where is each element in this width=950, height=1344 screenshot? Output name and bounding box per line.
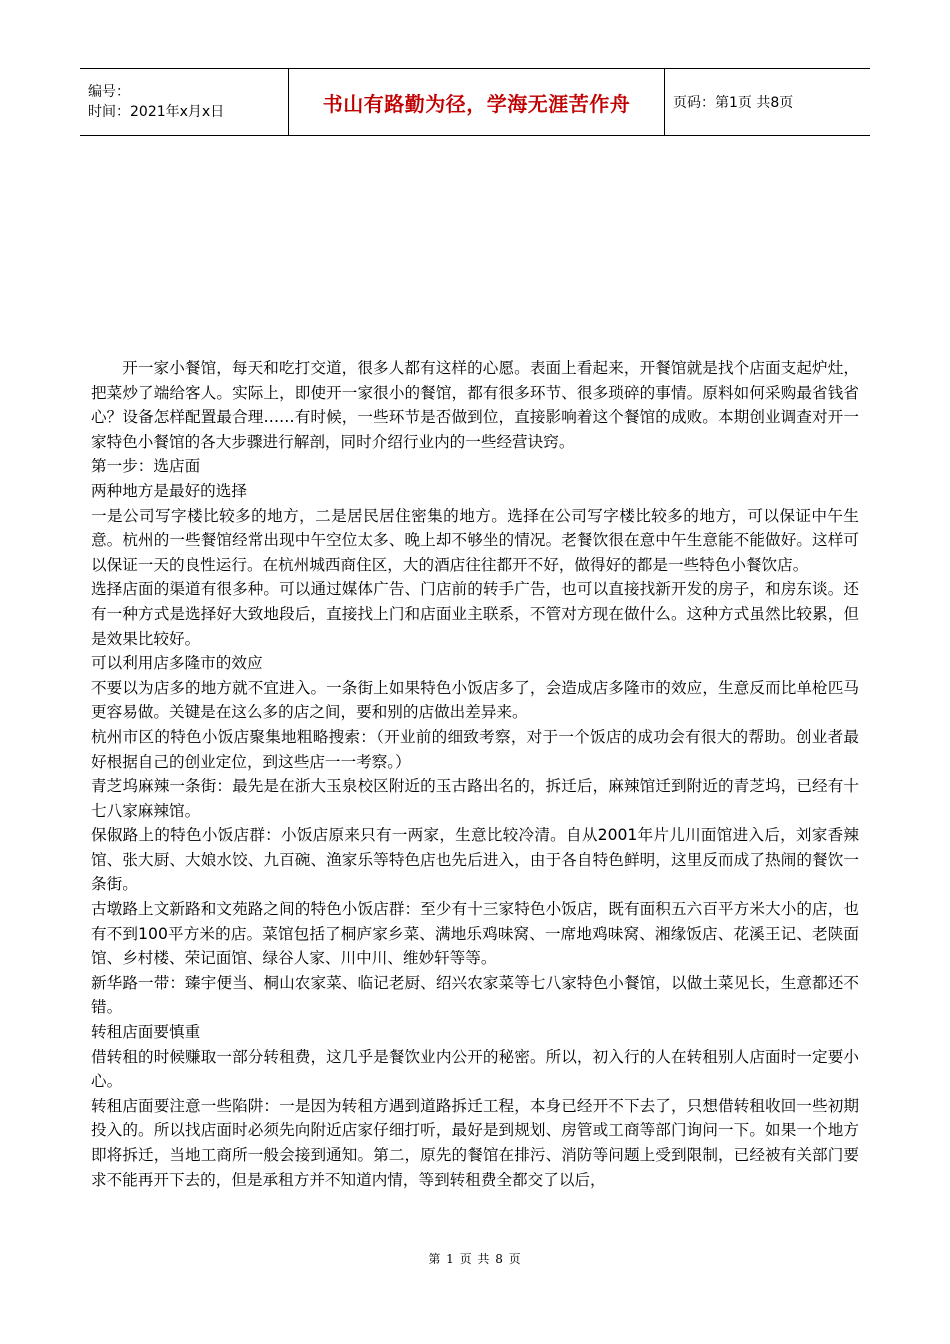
subheading: 两种地方是最好的选择 [91, 481, 247, 500]
page-footer: 第 1 页 共 8 页 [428, 1252, 522, 1266]
paragraph: 古墩路上文新路和文苑路之间的特色小饭店群：至少有十三家特色小饭店，既有面积五六百平方米大小的店，也有不到100平方米的店。菜馆包括了桐庐家乡菜、满地乐鸡味窝、一席地鸡味窝、湘缘饭店、花溪王记、老陕面馆、乡村楼、荣记面馆、绿谷人家、川中川、维妙轩等等。 [91, 900, 859, 968]
number-label: 编号： [88, 84, 130, 100]
paragraph: 青芝坞麻辣一条街：最先是在浙大玉泉校区附近的玉古路出名的，拆迁后，麻辣馆迁到附近的青芝坞，已经有十七八家麻辣馆。 [91, 777, 859, 820]
paragraph: 借转租的时候赚取一部分转租费，这几乎是餐饮业内公开的秘密。所以，初入行的人在转租别人店面时一定要小心。 [91, 1047, 859, 1091]
paragraph: 转租店面要注意一些陷阱：一是因为转租方遇到道路拆迁工程，本身已经开不下去了，只想借转租收回一些初期投入的。所以找店面时必须先向附近店家仔细打听，最好是到规划、房管或工商等部门询问一下。如果一个地方即将拆迁，当地工商所一般会接到通知。第二，原先的餐馆在排污、消防等问题上受到限制，已经被有关部门要求不能再开下去的，但是承租方并不知道内情，等到转租费全都交了以后， [91, 1096, 859, 1189]
header-motto: 书山有路勤为径，学海无涯苦作舟 [289, 69, 665, 136]
paragraph: 选择店面的渠道有很多种。可以通过媒体广告、门店前的转手广告，也可以直接找新开发的房子，和房东谈。还有一种方式是选择好大致地段后，直接找上门和店面业主联系，不管对方现在做什么。这种方式虽然比较累，但是效果比较好。 [91, 580, 859, 648]
paragraph: 一是公司写字楼比较多的地方，二是居民居住密集的地方。选择在公司写字楼比较多的地方，可以保证中午生意。杭州的一些餐馆经常出现中午空位太多、晚上却不够坐的情况。老餐饮很在意中午生意能不能做好。这样可以保证一天的良性运行。在杭州城西商住区，大的酒店往往都开不好，做得好的都是一些特色小餐饮店。 [91, 506, 859, 574]
header-meta [80, 69, 289, 136]
document-body [91, 356, 859, 1192]
paragraph: 保俶路上的特色小饭店群：小饭店原来只有一两家，生意比较冷清。自从2001年片儿川面馆进入后，刘家香辣馆、张大厨、大娘水饺、九百碗、渔家乐等特色店也先后进入，由于各自特色鲜明，这里反而成了热闹的餐饮一条街。 [91, 826, 859, 894]
paragraph: 不要以为店多的地方就不宜进入。一条街上如果特色小饭店多了，会造成店多隆市的效应，生意反而比单枪匹马更容易做。关键是在这么多的店之间，要和别的店做出差异来。 [91, 678, 859, 722]
subheading: 转租店面要慎重 [91, 1023, 201, 1042]
intro-paragraph: 开一家小餐馆，每天和吃打交道，很多人都有这样的心愿。表面上看起来，开餐馆就是找个店面支起炉灶，把菜炒了端给客人。实际上，即使开一家很小的餐馆，都有很多环节、很多琐碎的事情。原料如何采购最省钱省心？设备怎样配置最合理……有时候，一些环节是否做到位，直接影响着这个餐馆的成败。本期创业调查对开一家特色小餐馆的各大步骤进行解剖，同时介绍行业内的一些经营诀窍。 [91, 359, 859, 451]
header-page-info: 页码：第1页 共8页 [665, 69, 871, 136]
document-header [80, 68, 870, 136]
paragraph: 杭州市区的特色小饭店聚集地粗略搜索：（开业前的细致考察，对于一个饭店的成功会有很大的帮助。创业者最好根据自己的创业定位，到这些店一一考察。） [91, 727, 859, 771]
subheading: 可以利用店多隆市的效应 [91, 654, 263, 673]
paragraph: 新华路一带：臻宇便当、桐山农家菜、临记老厨、绍兴农家菜等七八家特色小餐馆，以做土菜见长，生意都还不错。 [91, 973, 859, 1017]
section-heading: 第一步：选店面 [91, 457, 201, 476]
time-label: 时间：2021年x月x日 [88, 104, 225, 120]
